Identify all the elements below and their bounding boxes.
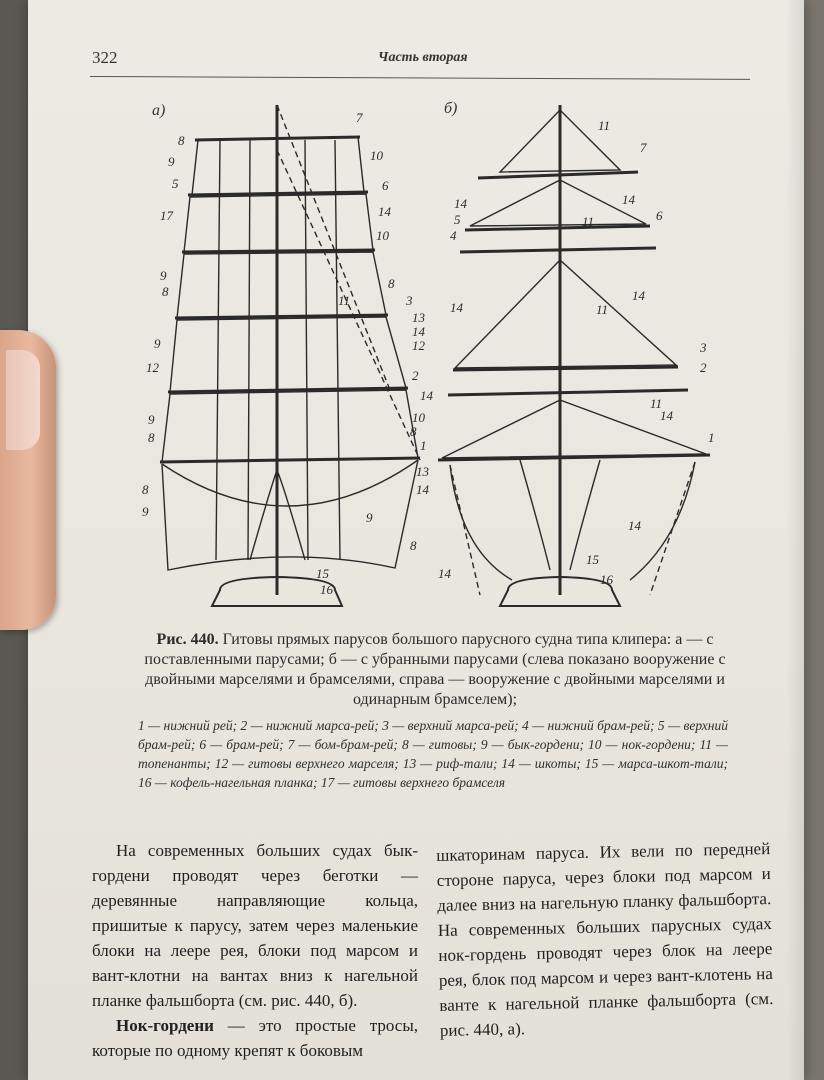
svg-text:10: 10: [376, 228, 389, 243]
running-header: Часть вторая: [378, 50, 468, 65]
svg-text:6: 6: [382, 178, 389, 193]
svg-text:14: 14: [378, 204, 391, 219]
svg-text:14: 14: [412, 324, 425, 339]
svg-text:11: 11: [582, 214, 595, 229]
svg-text:14: 14: [660, 408, 673, 423]
svg-text:8: 8: [148, 430, 155, 445]
svg-text:2: 2: [700, 360, 707, 375]
svg-text:8: 8: [410, 538, 417, 553]
figure-number: Рис. 440.: [156, 631, 219, 648]
figure-legend: 1 — нижний рей; 2 — нижний марса-рей; 3 — верхний марса-рей; 4 — нижний брам-рей; 5 — верхний брам-рей; 6 — брам-рей; 7 — бом-брам-рей; 8 — гитовы; 9 — бык-гордени; 10 — нок-гордени; 11 — топенанты; 12 — гитовы верхнего марселя; 13 — риф-тали; 14 — шкоты; 15 — марса-шкот-тали; 16 — кофель-нагельная планка; 17 — гитовы верхнего брамселя: [138, 718, 728, 790]
svg-text:14: 14: [416, 482, 429, 497]
svg-text:9: 9: [366, 510, 373, 525]
svg-text:7: 7: [640, 140, 647, 155]
panel-a-label: а): [152, 102, 166, 119]
panel-b-label: б): [444, 100, 458, 117]
text-column-right: [436, 836, 774, 1043]
svg-text:10: 10: [412, 410, 425, 425]
svg-text:1: 1: [708, 430, 715, 445]
thumbnail: [6, 350, 40, 450]
svg-text:8: 8: [142, 482, 149, 497]
svg-text:16: 16: [320, 582, 333, 597]
svg-text:11: 11: [598, 118, 611, 133]
svg-text:4: 4: [450, 228, 457, 243]
paragraph-text: — это простые тросы, которые по одному крепят к боковым: [92, 1016, 418, 1060]
text-column-left: [92, 838, 418, 1063]
thumb: [0, 330, 56, 630]
svg-text:10: 10: [370, 148, 383, 163]
svg-text:5: 5: [172, 176, 179, 191]
svg-text:12: 12: [146, 360, 159, 375]
svg-text:15: 15: [586, 552, 599, 567]
svg-text:11: 11: [650, 396, 663, 411]
svg-text:8: 8: [388, 276, 395, 291]
paragraph: шкаторинам паруса. Их вели по передней стороне паруса, через блоки под марсом и далее вниз на нагельную планку фальшборта. На современных больших парусных судах нок-гордень проводят через блок на леере рея, блок под марсом и через вант-клотень на ванте к нагельной планке фальшборта (см. рис. 440, а).: [436, 839, 774, 1040]
svg-text:13: 13: [416, 464, 429, 479]
svg-text:5: 5: [454, 212, 461, 227]
svg-text:3: 3: [406, 293, 413, 308]
svg-text:8: 8: [178, 133, 185, 148]
svg-text:9: 9: [142, 504, 149, 519]
svg-text:3: 3: [700, 340, 707, 355]
svg-text:14: 14: [622, 192, 635, 207]
page-edge-shadow: [786, 0, 804, 1080]
svg-text:6: 6: [656, 208, 663, 223]
svg-text:11: 11: [338, 293, 351, 308]
svg-text:14: 14: [450, 300, 463, 315]
svg-text:14: 14: [632, 288, 645, 303]
svg-text:1: 1: [420, 438, 427, 453]
page-number: 322: [92, 48, 118, 67]
svg-text:13: 13: [412, 310, 425, 325]
svg-text:9: 9: [148, 412, 155, 427]
svg-text:7: 7: [356, 110, 363, 125]
paragraph: [92, 1013, 418, 1063]
svg-text:14: 14: [628, 518, 641, 533]
svg-text:16: 16: [600, 572, 613, 587]
paragraph: На современных больших судах бык-гордени проводят через беготки — деревянные направляющие кольца, пришитые к парусу, затем через маленькие блоки на леере рея, блоки под марсом и вант-клотни на вантах вниз к нагельной планке фальшборта (см. рис. 440, б).: [92, 841, 418, 1010]
term-nock-gordeni: Нок-гордени: [116, 1016, 214, 1035]
svg-text:17: 17: [160, 208, 173, 223]
svg-text:14: 14: [438, 566, 451, 581]
svg-text:11: 11: [596, 302, 609, 317]
svg-text:14: 14: [454, 196, 467, 211]
svg-text:12: 12: [412, 338, 425, 353]
svg-text:15: 15: [316, 566, 329, 581]
svg-text:8: 8: [162, 284, 169, 299]
figure-caption: [140, 630, 730, 710]
svg-text:9: 9: [168, 154, 175, 169]
svg-text:8: 8: [410, 424, 417, 439]
svg-text:2: 2: [412, 368, 419, 383]
svg-text:9: 9: [160, 268, 167, 283]
rigging-figure: [120, 90, 740, 630]
svg-text:9: 9: [154, 336, 161, 351]
svg-text:14: 14: [420, 388, 433, 403]
figure-caption-text: Гитовы прямых парусов большого парусного судна типа клипера: а — с поставленными парусами; б — с убранными парусами (слева показано вооружение с двойными марселями и брамселями, справа — вооружение с двойными марселями и одинарным брамселем);: [144, 631, 726, 708]
